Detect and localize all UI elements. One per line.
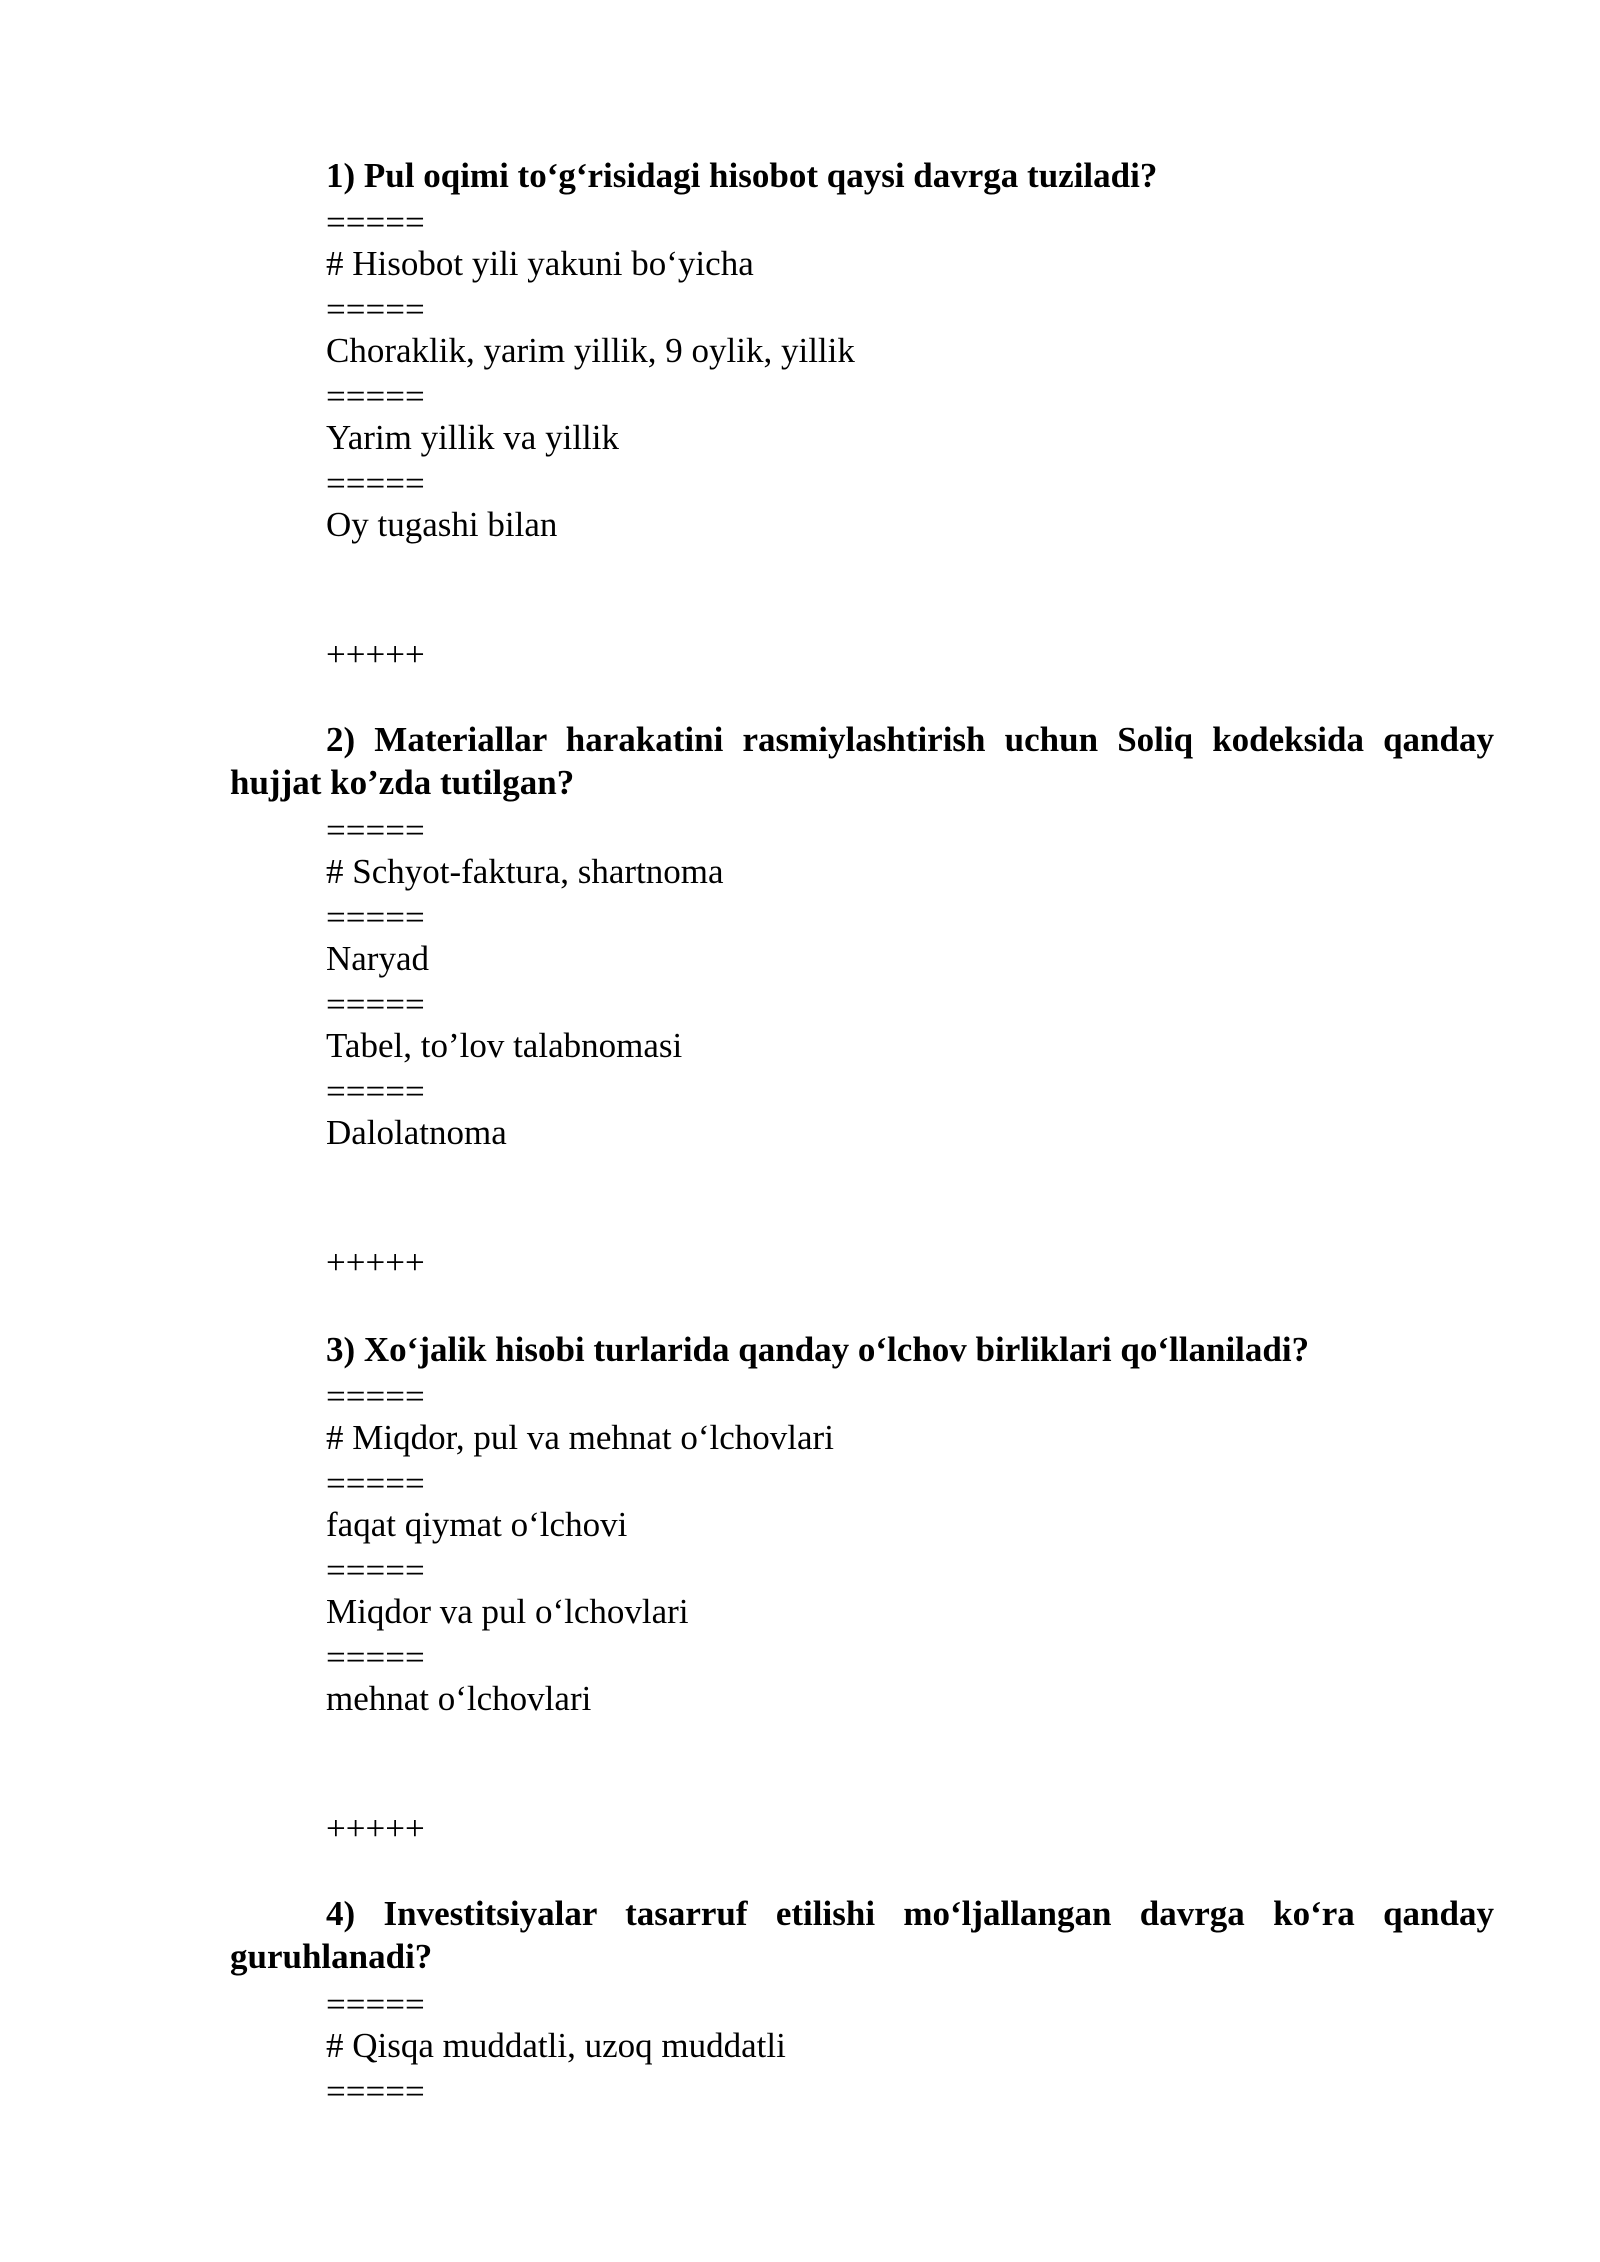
answer-option: Naryad [326,939,430,978]
answer-option: mehnat o‘lchovlari [326,1679,592,1718]
answer-option: Choraklik, yarim yillik, 9 oylik, yillik [326,331,855,370]
answer-option: Dalolatnoma [326,1113,507,1152]
question-1: 1) Pul oqimi to‘g‘risidagi hisobot qaysi davrga tuziladi? [326,156,1158,195]
answer-option: Yarim yillik va yillik [326,418,619,457]
option-separator: ===== [326,985,425,1024]
answer-option: Oy tugashi bilan [326,505,558,544]
option-separator: ===== [326,898,425,937]
option-separator: ===== [326,811,425,850]
option-separator: ===== [326,1551,425,1590]
answer-option: faqat qiymat o‘lchovi [326,1505,628,1544]
question-2: 2) Materiallar harakatini rasmiylashtirish uchun Soliq kodeksida qanday hujjat ko’zda tutilgan? [230,720,1494,802]
option-separator: ===== [326,1464,425,1503]
option-separator: ===== [326,1985,425,2024]
option-separator: ===== [326,2072,425,2111]
answer-correct: # Schyot-faktura, shartnoma [326,852,724,891]
answer-correct: # Hisobot yili yakuni bo‘yicha [326,244,754,283]
option-separator: ===== [326,203,425,242]
answer-option: Tabel, to’lov talabnomasi [326,1026,683,1065]
answer-correct: # Qisqa muddatli, uzoq muddatli [326,2026,786,2065]
question-3: 3) Xo‘jalik hisobi turlarida qanday o‘lchov birliklari qo‘llaniladi? [326,1330,1310,1369]
question-4: 4) Investitsiyalar tasarruf etilishi mo‘ljallangan davrga ko‘ra qanday guruhlanadi? [230,1894,1494,1976]
option-separator: ===== [326,377,425,416]
option-separator: ===== [326,1377,425,1416]
answer-correct: # Miqdor, pul va mehnat o‘lchovlari [326,1418,834,1457]
option-separator: ===== [326,290,425,329]
option-separator: ===== [326,1072,425,1111]
option-separator: ===== [326,1638,425,1677]
question-separator: +++++ [326,635,425,674]
question-separator: +++++ [326,1809,425,1848]
question-separator: +++++ [326,1243,425,1282]
option-separator: ===== [326,464,425,503]
answer-option: Miqdor va pul o‘lchovlari [326,1592,689,1631]
